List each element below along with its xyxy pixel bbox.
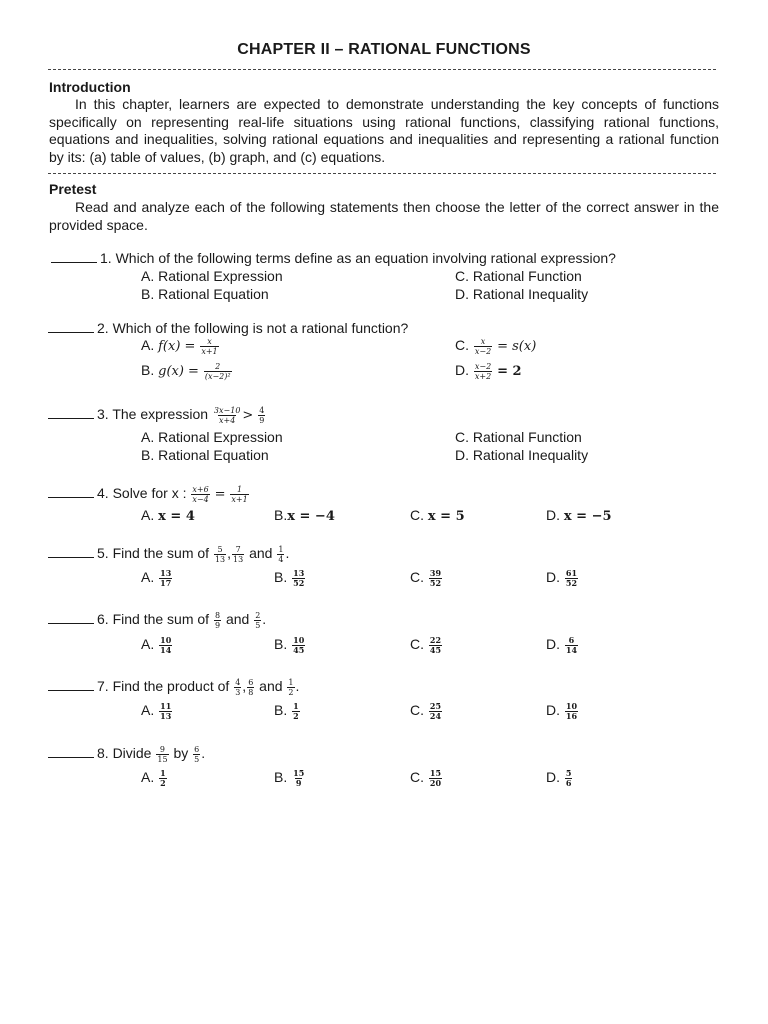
option-b: B. Rational Equation xyxy=(141,447,269,463)
option-a: A. $\frac{13}{17}$ xyxy=(141,568,172,588)
answer-blank[interactable] xyxy=(48,745,94,758)
option-a: A. $\frac{10}{14}$ xyxy=(141,635,172,655)
option-c: C. Rational Function xyxy=(455,268,582,284)
option-c: C. $\frac{25}{24}$ xyxy=(410,701,442,721)
option-b: B. $\frac{13}{52}$ xyxy=(274,568,305,588)
answer-blank[interactable] xyxy=(48,320,94,333)
option-b: B. $\frac{1}{2}$ xyxy=(274,701,299,721)
option-d: D. $\frac{61}{52}$ xyxy=(546,568,578,588)
option-a: A. $\frac{1}{2}$ xyxy=(141,768,166,788)
option-c: C. $\frac{x}{x-2}$ = s(x) xyxy=(455,337,537,356)
option-b: B. $\frac{15}{9}$ xyxy=(274,768,305,788)
answer-blank[interactable] xyxy=(48,678,94,691)
option-b: B.x = −4 xyxy=(274,507,335,524)
pretest-instructions: Read and analyze each of the following statements then choose the letter of the correct answer in the provided space. xyxy=(49,199,719,233)
option-d: D. $\frac{10}{16}$ xyxy=(546,701,578,721)
question-stem: 2. Which of the following is not a rational function? xyxy=(97,320,409,336)
option-d: D. $\frac{x-2}{x+2}$ = 2 xyxy=(455,362,522,381)
introduction-body: In this chapter, learners are expected to demonstrate understanding the key concepts of functions specifically on representing real-life situations using rational functions, classifying rational functions, equations and inequalities, solving rational equations and inequalities and representing a rational function by its: (a) table of values, (b) graph, and (c) equations. xyxy=(49,96,719,165)
question-stem: 8. Divide xyxy=(97,745,152,762)
option-c: C. $\frac{39}{52}$ xyxy=(410,568,442,588)
option-a: A. Rational Expression xyxy=(141,268,283,284)
divider xyxy=(48,69,716,70)
question-stem: 1. Which of the following terms define as an equation involving rational expression? xyxy=(100,250,616,266)
question-stem: 7. Find the product of xyxy=(97,678,230,695)
option-d: D. x = −5 xyxy=(546,507,612,524)
option-a: A. f(x) = $\frac{x}{x+1}$ xyxy=(141,337,218,356)
answer-blank[interactable] xyxy=(48,545,94,558)
answer-blank[interactable] xyxy=(48,485,94,498)
answer-blank[interactable] xyxy=(48,406,94,419)
pretest-heading: Pretest xyxy=(49,181,97,197)
question-4: 4. Solve for x : $\frac{x+6}{x-4}$ = $\frac{1}{x+1}$ xyxy=(48,485,250,504)
option-c: C. x = 5 xyxy=(410,507,465,524)
answer-blank[interactable] xyxy=(48,611,94,624)
option-d: D. $\frac{6}{14}$ xyxy=(546,635,578,655)
question-stem: 5. Find the sum of xyxy=(97,545,210,562)
question-6: 6. Find the sum of $\frac{8}{9}$ and $\frac{2}{5}$ . xyxy=(48,611,266,630)
option-a: A. $\frac{11}{13}$ xyxy=(141,701,172,721)
answer-blank[interactable] xyxy=(51,250,97,263)
option-b: B. g(x) = $\frac{2}{\text{(x−2)²}}$ xyxy=(141,362,231,381)
option-d: D. $\frac{5}{6}$ xyxy=(546,768,572,788)
option-d: D. Rational Inequality xyxy=(455,447,589,463)
option-c: C. $\frac{15}{20}$ xyxy=(410,768,442,788)
introduction-heading: Introduction xyxy=(49,79,131,95)
option-b: B. Rational Equation xyxy=(141,286,269,302)
question-8: 8. Divide $\frac{9}{15}$ by $\frac{6}{5}$ . xyxy=(48,745,205,764)
question-2 xyxy=(48,320,408,336)
question-stem: 6. Find the sum of xyxy=(97,611,210,628)
option-c: C. Rational Function xyxy=(455,429,582,445)
question-7: 7. Find the product of $\frac{4}{3}$ , $\frac{6}{8}$ and $\frac{1}{2}$ . xyxy=(48,678,299,697)
option-a: A. Rational Expression xyxy=(141,429,283,445)
question-5: 5. Find the sum of $\frac{5}{13}$ , $\frac{7}{13}$ and $\frac{1}{4}$ . xyxy=(48,545,289,564)
page-title: CHAPTER II – RATIONAL FUNCTIONS xyxy=(237,41,531,58)
option-a: A. x = 4 xyxy=(141,507,195,524)
option-c: C. $\frac{22}{45}$ xyxy=(410,635,442,655)
question-stem: 4. Solve for x : xyxy=(97,485,187,502)
divider xyxy=(48,173,716,174)
question-3: 3. The expression $\frac{3x-10}{x+4}$ > $\frac{4}{9}$ xyxy=(48,406,266,425)
option-d: D. Rational Inequality xyxy=(455,286,589,302)
question-stem: 3. The expression xyxy=(97,406,209,423)
question-1 xyxy=(51,250,616,266)
option-b: B. $\frac{10}{45}$ xyxy=(274,635,305,655)
